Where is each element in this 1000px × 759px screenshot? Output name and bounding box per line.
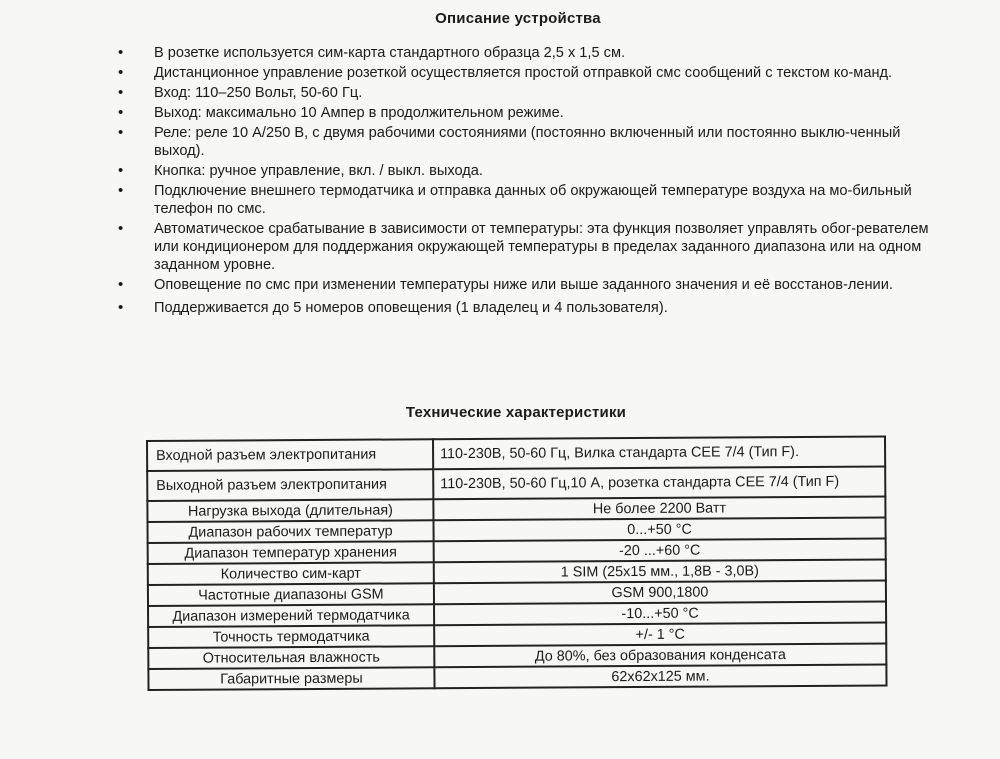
list-item: • Выход: максимально 10 Ампер в продолжительном режиме. — [118, 104, 948, 122]
description-title: Описание устройства — [435, 10, 601, 27]
spec-value: Не более 2200 Ватт — [433, 496, 885, 520]
spec-value: 110-230В, 50-60 Гц,10 А, розетка стандарта CEE 7/4 (Тип F) — [433, 466, 885, 499]
spec-value: 62х62х125 мм. — [434, 664, 886, 688]
spec-value: +/- 1 °С — [434, 622, 886, 646]
list-item: • Вход: 110–250 Вольт, 50-60 Гц. — [118, 84, 948, 102]
list-item: • Дистанционное управление розеткой осуществляется простой отправкой смс сообщений с текстом ко-манд. — [118, 64, 948, 82]
spec-param: Диапазон рабочих температур — [148, 520, 434, 543]
spec-param: Частотные диапазоны GSM — [148, 583, 434, 606]
spec-value: 110-230В, 50-60 Гц, Вилка стандарта CEE 7/4 (Тип F). — [433, 436, 885, 469]
spec-value: 0...+50 °С — [433, 517, 885, 541]
list-item: • Автоматическое срабатывание в зависимости от температуры: эта функция позволяет управлять обог-ревателем или кондиционером для поддержания окружающей температуры в пределах заданного диапазона или на одном заданном уровне. — [118, 220, 948, 274]
spec-param: Габаритные размеры — [148, 667, 434, 690]
list-item: • Оповещение по смс при изменении температуры ниже или выше заданного значения и её восстанов-лении. — [118, 276, 948, 294]
spec-param: Выходной разъем электропитания — [147, 469, 433, 501]
list-item: • В розетке используется сим-карта стандартного образца 2,5 х 1,5 см. — [118, 44, 948, 62]
spec-value: -10...+50 °С — [434, 601, 886, 625]
spec-param: Входной разъем электропитания — [147, 439, 433, 471]
spec-param: Нагрузка выхода (длительная) — [147, 499, 433, 522]
spec-param: Относительная влажность — [148, 646, 434, 669]
list-item: • Кнопка: ручное управление, вкл. / выкл. выхода. — [118, 162, 948, 180]
specs-title: Технические характеристики — [405, 404, 627, 421]
specs-table — [146, 435, 888, 691]
table-row — [148, 664, 886, 690]
spec-value: До 80%, без образования конденсата — [434, 643, 886, 667]
spec-value: GSM 900,1800 — [434, 580, 886, 604]
spec-param: Точность термодатчика — [148, 625, 434, 648]
table-row — [147, 436, 885, 471]
description-list — [118, 44, 948, 319]
spec-param: Диапазон измерений термодатчика — [148, 604, 434, 627]
spec-value: -20 ...+60 °С — [434, 538, 886, 562]
spec-value: 1 SIM (25x15 мм., 1,8В - 3,0В) — [434, 559, 886, 583]
list-item: • Поддерживается до 5 номеров оповещения (1 владелец и 4 пользователя). — [118, 299, 948, 317]
spec-param: Количество сим-карт — [148, 562, 434, 585]
list-item: • Реле: реле 10 А/250 В, с двумя рабочими состояниями (постоянно включенный или постоянно выклю-ченный выход). — [118, 124, 948, 160]
table-row — [147, 466, 885, 501]
list-item: • Подключение внешнего термодатчика и отправка данных об окружающей температуре воздуха на мо-бильный телефон по смс. — [118, 182, 948, 218]
spec-param: Диапазон температур хранения — [148, 541, 434, 564]
